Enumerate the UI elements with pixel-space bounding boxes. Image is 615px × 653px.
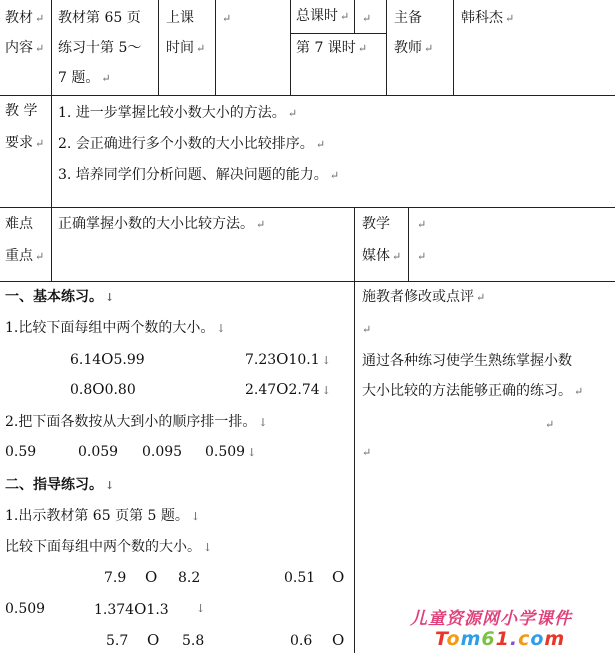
- header-material-value: 练习十第 5～: [58, 40, 142, 56]
- rule: [290, 33, 386, 34]
- rule: [453, 0, 454, 95]
- header-material-value: 7 题。 ↵: [58, 70, 111, 86]
- header-label-time: 时间 ↵: [166, 40, 206, 56]
- watermark-letter: o: [446, 628, 461, 650]
- watermark-letter: c: [518, 628, 531, 650]
- watermark-letter: T: [435, 628, 447, 650]
- number-item: 0.095: [142, 444, 183, 460]
- rule: [215, 0, 216, 95]
- watermark-letter: o: [530, 628, 545, 650]
- compare-number: 8.2: [178, 570, 201, 586]
- paragraph-mark: ↵: [222, 12, 232, 25]
- requirement-item: 2. 会正确进行多个小数的大小比较排序。 ↵: [58, 136, 326, 152]
- requirements-label: 要求 ↵: [5, 135, 45, 151]
- requirements-label: 教 学: [5, 103, 38, 119]
- header-lesson-number: 第 7 课时 ↵: [296, 40, 368, 56]
- header-label-material: 教材 ↵: [5, 10, 45, 26]
- difficulty-text: 正确掌握小数的大小比较方法。 ↵: [58, 216, 266, 232]
- rule: [0, 95, 615, 96]
- paragraph-mark: ↵: [545, 418, 555, 431]
- compare-expression: 7.23O10.1 ↓: [245, 350, 331, 368]
- compare-number: 5.7: [106, 633, 129, 649]
- compare-circle: O: [147, 631, 160, 649]
- requirement-item: 1. 进一步掌握比较小数大小的方法。 ↵: [58, 105, 298, 121]
- compare-expression: 6.14O5.99: [70, 350, 145, 368]
- rule: [354, 0, 355, 33]
- header-label-teacher: 主备: [394, 10, 422, 26]
- rule: [290, 0, 291, 95]
- rule: [354, 207, 355, 653]
- watermark-text: 儿童资源网小学课件: [410, 609, 572, 629]
- header-label-teacher: 教师 ↵: [394, 40, 434, 56]
- media-label: 教学: [362, 216, 390, 232]
- header-label-total: 总课时 ↵: [296, 8, 350, 24]
- watermark-letter: m: [544, 628, 566, 650]
- question-text: 2.把下面各数按从大到小的顺序排一排。 ↓: [5, 414, 268, 430]
- number-item: 0.509 ↓: [205, 444, 257, 460]
- header-teacher-name: 韩科杰 ↵: [461, 10, 515, 26]
- compare-expression: 0.8O0.80: [70, 380, 136, 398]
- rule: [408, 207, 409, 281]
- number-item: 0.59: [5, 444, 37, 460]
- section-heading: 一、基本练习。 ↓: [5, 289, 115, 305]
- paragraph-mark: ↵: [417, 250, 427, 263]
- compare-number: 0.51: [284, 570, 316, 586]
- side-comment: 通过各种练习使学生熟练掌握小数: [362, 353, 572, 369]
- compare-number: 7.9: [104, 570, 127, 586]
- question-text: 比较下面每组中两个数的大小。 ↓: [5, 539, 213, 555]
- difficulty-label: 难点: [5, 216, 33, 232]
- difficulty-label: 重点 ↵: [5, 248, 45, 264]
- header-label-time: 上课: [166, 10, 194, 26]
- compare-number: 0.6: [290, 633, 313, 649]
- section-heading: 二、指导练习。 ↓: [5, 477, 115, 493]
- media-label: 媒体 ↵: [362, 248, 402, 264]
- compare-circle: O: [332, 568, 345, 586]
- number-item: 0.059: [78, 444, 119, 460]
- compare-circle: O: [332, 631, 345, 649]
- rule: [51, 0, 52, 207]
- paragraph-mark: ↓: [196, 602, 206, 615]
- rule: [0, 281, 615, 282]
- header-material-value: 教材第 65 页: [58, 10, 141, 26]
- compare-circle: O: [145, 568, 158, 586]
- compare-number: 0.509: [5, 601, 46, 617]
- paragraph-mark: ↵: [362, 446, 372, 459]
- rule: [0, 207, 615, 208]
- paragraph-mark: ↵: [417, 218, 427, 231]
- watermark-letter: .: [509, 628, 519, 650]
- compare-expression: 2.47O2.74 ↓: [245, 380, 331, 398]
- watermark-logo: [435, 628, 565, 650]
- watermark-letter: 1: [495, 628, 510, 650]
- watermark-letter: m: [460, 628, 482, 650]
- side-title: 施教者修改或点评 ↵: [362, 289, 486, 305]
- compare-number: 5.8: [182, 633, 205, 649]
- header-label-material: 内容 ↵: [5, 40, 45, 56]
- question-text: 1.出示教材第 65 页第 5 题。 ↓: [5, 508, 201, 524]
- watermark-letter: 6: [481, 628, 496, 650]
- paragraph-mark: ↵: [362, 12, 372, 25]
- rule: [386, 0, 387, 95]
- rule: [51, 207, 52, 281]
- rule: [158, 0, 159, 95]
- compare-expression: 1.374O1.3: [94, 600, 169, 618]
- question-text: 1.比较下面每组中两个数的大小。 ↓: [5, 320, 226, 336]
- side-comment: 大小比较的方法能够正确的练习。 ↵: [362, 383, 584, 399]
- requirement-item: 3. 培养同学们分析问题、解决问题的能力。 ↵: [58, 167, 340, 183]
- paragraph-mark: ↵: [362, 323, 372, 336]
